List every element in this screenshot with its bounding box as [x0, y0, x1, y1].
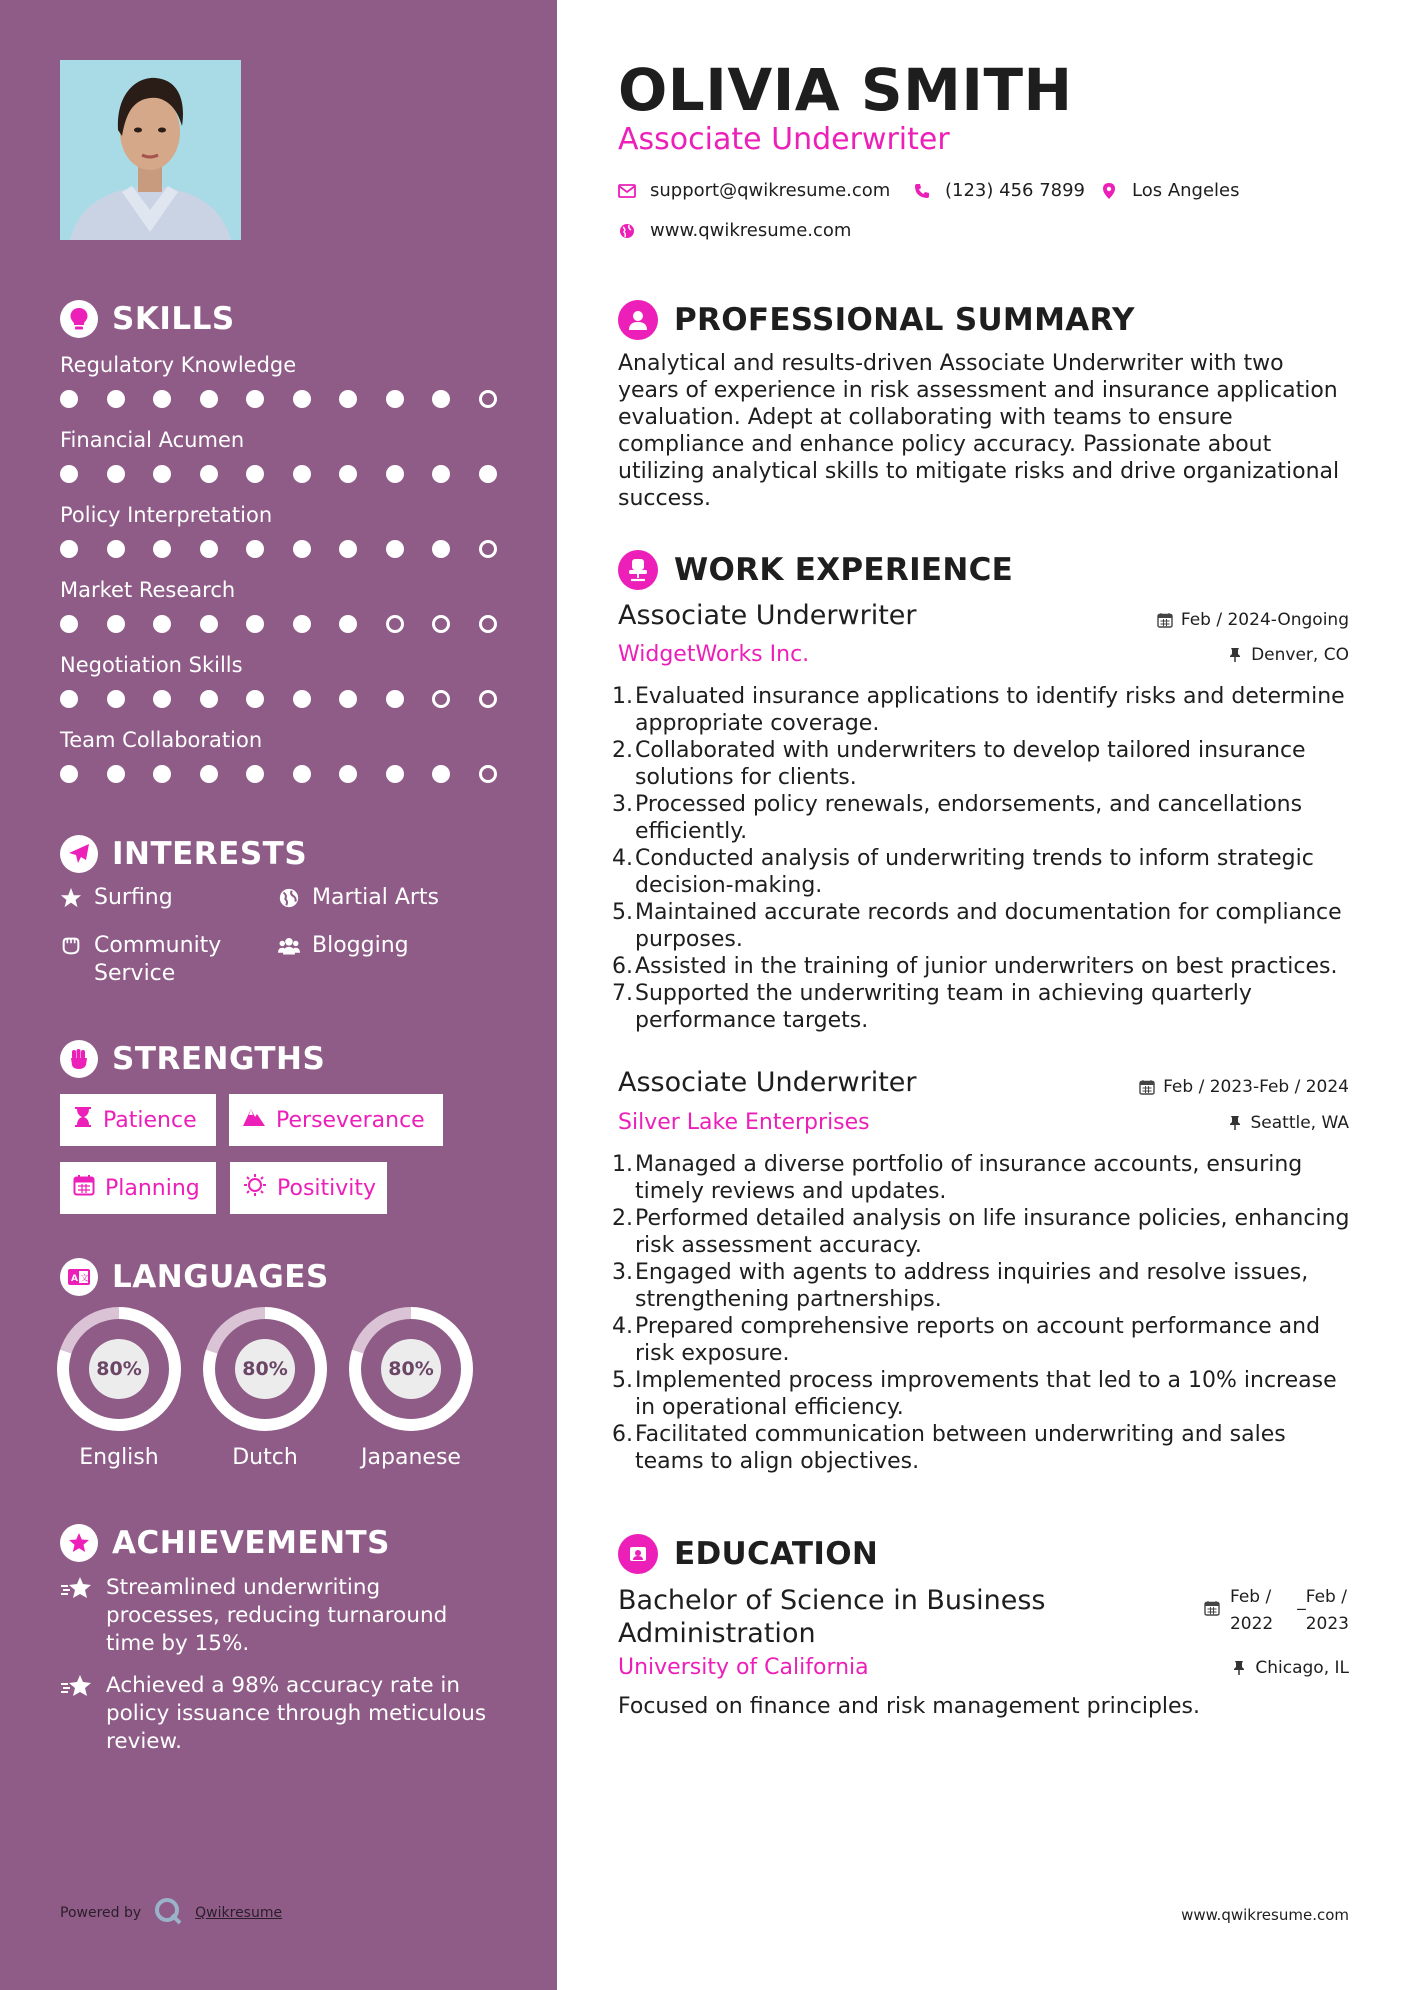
- rating-dot-empty: [432, 615, 450, 633]
- rating-dot-filled: [60, 690, 78, 708]
- rating-dot-filled: [386, 465, 404, 483]
- rating-dot-filled: [107, 465, 125, 483]
- bullet-number: 3.: [612, 1260, 633, 1285]
- skill-rating: [60, 765, 500, 785]
- powered-by: [60, 1896, 282, 1930]
- job-bullet: [612, 1151, 1352, 1205]
- bullet-text: Evaluated insurance applications to identify risks and determine appropriate coverage.: [635, 684, 1345, 736]
- achievement-text: Streamlined underwriting processes, reducing turnaround time by 15%.: [106, 1575, 448, 1656]
- rating-dot-filled: [107, 690, 125, 708]
- qwikresume-logo-icon: [153, 1896, 183, 1930]
- education-start: [1230, 1584, 1273, 1638]
- bullet-number: 3.: [612, 792, 633, 817]
- rating-dot-filled: [107, 765, 125, 783]
- rating-dot-filled: [200, 540, 218, 558]
- job-bullet: [612, 899, 1352, 953]
- education-start-year: 2022: [1229, 1614, 1274, 1634]
- language-percent: 80%: [381, 1339, 441, 1399]
- language-icon: [60, 1258, 98, 1296]
- bullet-text: Supported the underwriting team in achieving quarterly performance targets.: [635, 981, 1252, 1033]
- rating-dot-filled: [60, 390, 78, 408]
- mountain-icon: [242, 1107, 266, 1133]
- profile-photo: [60, 60, 241, 240]
- rating-dot-empty: [386, 615, 404, 633]
- contact-phone[interactable]: [913, 180, 1085, 201]
- rating-dot-filled: [60, 765, 78, 783]
- bullet-number: 2.: [612, 738, 633, 763]
- skill-rating: [60, 465, 500, 485]
- footer-url[interactable]: www.qwikresume.com: [1181, 1906, 1349, 1924]
- rating-dot-filled: [246, 540, 264, 558]
- bullet-text: Facilitated communication between underwriting and sales teams to align objectives.: [635, 1422, 1286, 1474]
- language-item: [203, 1307, 327, 1470]
- rating-dot-filled: [339, 540, 357, 558]
- languages-heading: [60, 1258, 329, 1296]
- rating-dot-filled: [107, 390, 125, 408]
- bullet-text: Assisted in the training of junior underwriters on best practices.: [635, 954, 1338, 979]
- pushpin-icon: [1231, 1660, 1247, 1676]
- office-chair-icon: [618, 550, 658, 590]
- strengths-heading: [60, 1040, 325, 1078]
- rating-dot-empty: [479, 690, 497, 708]
- interest-label: Blogging: [312, 933, 409, 958]
- achievement-item: [60, 1574, 500, 1658]
- rating-dot-filled: [153, 765, 171, 783]
- summary-text: Analytical and results-driven Associate Underwriter with two years of experience in risk assessment and insurance application evaluation. Adept at collaborating with teams to ensure compliance and enhance policy accuracy. Passionate about utilizing analytical skills to mitigate risks and drive organizational success.: [618, 351, 1340, 511]
- interest-item: [60, 884, 173, 912]
- experience-title: WORK EXPERIENCE: [674, 552, 1014, 588]
- education-location: [1231, 1658, 1349, 1678]
- rating-dot-filled: [246, 765, 264, 783]
- star-icon: [60, 884, 82, 912]
- summary-title: PROFESSIONAL SUMMARY: [674, 302, 1135, 338]
- language-item: [349, 1307, 473, 1470]
- powered-by-text: Powered by: [60, 1905, 142, 1921]
- achievement-item: [60, 1672, 500, 1756]
- skill-name: Negotiation Skills: [60, 653, 243, 677]
- job-bullet: [612, 683, 1352, 737]
- bullet-text: Engaged with agents to address inquiries and resolve issues, strengthening partnerships.: [635, 1260, 1309, 1312]
- education-description: Focused on finance and risk management principles.: [618, 1694, 1201, 1719]
- bullet-text: Performed detailed analysis on life insurance policies, enhancing risk assessment accuracy.: [635, 1206, 1350, 1258]
- interest-label: Community Service: [94, 933, 222, 986]
- calendar-icon: [73, 1174, 95, 1202]
- calendar-icon: [1204, 1600, 1220, 1621]
- rating-dot-filled: [339, 465, 357, 483]
- bullet-number: 1.: [612, 1152, 633, 1177]
- job-title: Associate Underwriter: [618, 1067, 917, 1098]
- interests-title: INTERESTS: [112, 836, 308, 872]
- rating-dot-empty: [479, 390, 497, 408]
- rating-dot-filled: [200, 765, 218, 783]
- rating-dot-filled: [339, 765, 357, 783]
- sun-icon: [243, 1173, 267, 1203]
- rating-dot-filled: [293, 765, 311, 783]
- interest-label: Surfing: [94, 885, 173, 910]
- language-item: [57, 1307, 181, 1470]
- rating-dot-filled: [200, 615, 218, 633]
- strength-label: Perseverance: [276, 1107, 425, 1133]
- language-percent: 80%: [89, 1339, 149, 1399]
- education-title: EDUCATION: [674, 1536, 879, 1572]
- rating-dot-filled: [386, 540, 404, 558]
- education-end-year: 2023: [1305, 1614, 1349, 1634]
- job-location-text: Denver, CO: [1251, 645, 1349, 665]
- map-pin-icon: [1100, 182, 1118, 200]
- paper-plane-icon: [60, 835, 98, 873]
- powered-by-brand-link[interactable]: Qwikresume: [195, 1905, 283, 1921]
- education-location-text: Chicago, IL: [1255, 1658, 1349, 1678]
- rating-dot-empty: [479, 765, 497, 783]
- rating-dot-filled: [246, 390, 264, 408]
- skills-heading: [60, 300, 235, 338]
- interest-item: [278, 884, 439, 912]
- globe-icon: [618, 222, 636, 240]
- rating-dot-filled: [246, 615, 264, 633]
- envelope-icon: [618, 182, 636, 200]
- bullet-text: Collaborated with underwriters to develop tailored insurance solutions for clients.: [635, 738, 1306, 790]
- rating-dot-filled: [339, 615, 357, 633]
- achievements-heading: [60, 1524, 390, 1562]
- svg-text:文: 文: [80, 1273, 89, 1283]
- rating-dot-filled: [153, 690, 171, 708]
- rating-dot-filled: [293, 540, 311, 558]
- rating-dot-empty: [479, 540, 497, 558]
- bullet-text: Implemented process improvements that led to a 10% increase in operational efficiency.: [635, 1368, 1337, 1420]
- job-bullet: [612, 791, 1352, 845]
- bullet-number: 4.: [612, 846, 633, 871]
- job-bullet: [612, 1313, 1352, 1367]
- bullet-number: 1.: [612, 684, 633, 709]
- strength-badge: [229, 1094, 443, 1146]
- calendar-icon: [1139, 1079, 1155, 1095]
- rating-dot-filled: [432, 540, 450, 558]
- bullet-number: 5.: [612, 900, 633, 925]
- job-bullet: [612, 980, 1352, 1034]
- rating-dot-filled: [153, 390, 171, 408]
- bullet-number: 2.: [612, 1206, 633, 1231]
- job-bullets: [612, 1151, 1352, 1475]
- job-location: [1227, 1113, 1350, 1133]
- rating-dot-filled: [153, 540, 171, 558]
- job-dates-text: Feb / 2023-Feb / 2024: [1163, 1077, 1349, 1097]
- phone-text: (123) 456 7899: [945, 180, 1086, 201]
- job-dates-text: Feb / 2024-Ongoing: [1180, 610, 1349, 630]
- rating-dot-filled: [60, 540, 78, 558]
- rating-dot-filled: [386, 390, 404, 408]
- job-title: Associate Underwriter: [618, 600, 917, 631]
- svg-text:A: A: [71, 1274, 78, 1284]
- phone-icon: [913, 182, 931, 200]
- rating-dot-filled: [293, 615, 311, 633]
- summary-heading: [618, 300, 1135, 340]
- email-text: support@qwikresume.com: [650, 180, 891, 201]
- job-location: [1227, 645, 1349, 665]
- rating-dot-filled: [386, 690, 404, 708]
- skill-rating: [60, 390, 500, 410]
- strength-badge: [60, 1094, 216, 1146]
- education-end-month: Feb /: [1305, 1587, 1347, 1607]
- skill-name: Regulatory Knowledge: [60, 353, 297, 377]
- candidate-name: OLIVIA SMITH: [618, 56, 1073, 124]
- rating-dot-filled: [246, 465, 264, 483]
- rating-dot-filled: [107, 540, 125, 558]
- skill-rating: [60, 540, 500, 560]
- bullet-text: Processed policy renewals, endorsements, and cancellations efficiently.: [635, 792, 1303, 844]
- rating-dot-filled: [246, 690, 264, 708]
- rating-dot-filled: [153, 465, 171, 483]
- rating-dot-filled: [200, 465, 218, 483]
- education-dates: [1204, 1584, 1349, 1638]
- skill-name: Financial Acumen: [60, 428, 245, 452]
- skill-rating: [60, 615, 500, 635]
- bullet-number: 6.: [612, 954, 633, 979]
- candidate-role: Associate Underwriter: [618, 122, 950, 157]
- education-end: [1297, 1584, 1349, 1638]
- rating-dot-filled: [293, 390, 311, 408]
- job-bullet: [612, 1421, 1352, 1475]
- bullet-number: 5.: [612, 1368, 633, 1393]
- job-bullet: [612, 953, 1352, 980]
- bullet-number: 6.: [612, 1422, 633, 1447]
- job-bullet: [612, 737, 1352, 791]
- language-ring: [57, 1307, 181, 1431]
- pushpin-icon: [1227, 647, 1243, 663]
- user-icon: [618, 300, 658, 340]
- bullet-text: Managed a diverse portfolio of insurance accounts, ensuring timely reviews and updates.: [635, 1152, 1303, 1204]
- language-name: Dutch: [232, 1445, 298, 1470]
- fist-icon: [60, 1040, 98, 1078]
- job-dates: [1157, 610, 1349, 630]
- rating-dot-filled: [153, 615, 171, 633]
- skill-item: [60, 725, 500, 755]
- calendar-icon: [1157, 612, 1173, 628]
- rating-dot-filled: [432, 465, 450, 483]
- interests-heading: [60, 835, 307, 873]
- bullet-text: Prepared comprehensive reports on account performance and risk exposure.: [635, 1314, 1321, 1366]
- experience-heading: [618, 550, 1013, 590]
- interest-label: Martial Arts: [312, 885, 440, 910]
- bullet-number: 7.: [612, 981, 633, 1006]
- strength-badge: [60, 1162, 216, 1214]
- skill-name: Team Collaboration: [60, 728, 263, 752]
- star-badge-icon: [60, 1524, 98, 1562]
- rating-dot-filled: [293, 465, 311, 483]
- hourglass-icon: [73, 1106, 93, 1134]
- contact-location: [1100, 180, 1240, 201]
- strength-badge: [230, 1162, 387, 1214]
- rating-dot-filled: [432, 390, 450, 408]
- lightbulb-icon: [60, 300, 98, 338]
- skill-name: Market Research: [60, 578, 236, 602]
- education-heading: [618, 1534, 878, 1574]
- contact-email[interactable]: [618, 180, 890, 201]
- job-location-text: Seattle, WA: [1250, 1113, 1349, 1133]
- degree-title: Bachelor of Science in Business Administration: [618, 1585, 1046, 1649]
- contact-website[interactable]: [618, 220, 851, 241]
- pushpin-icon: [1227, 1115, 1243, 1131]
- rating-dot-filled: [339, 690, 357, 708]
- location-text: Los Angeles: [1132, 180, 1240, 201]
- rating-dot-filled: [432, 765, 450, 783]
- school-name: University of California: [618, 1655, 869, 1680]
- bullet-text: Maintained accurate records and documentation for compliance purposes.: [635, 900, 1342, 952]
- skill-item: [60, 500, 500, 530]
- rating-dot-filled: [339, 390, 357, 408]
- rating-dot-empty: [432, 690, 450, 708]
- rating-dot-filled: [60, 465, 78, 483]
- achievement-text: Achieved a 98% accuracy rate in policy issuance through meticulous review.: [106, 1673, 487, 1754]
- strength-label: Planning: [105, 1175, 200, 1201]
- shooting-star-icon: [60, 1574, 94, 1602]
- language-percent: 80%: [235, 1339, 295, 1399]
- rating-dot-filled: [200, 390, 218, 408]
- rating-dot-filled: [293, 690, 311, 708]
- strengths-title: STRENGTHS: [112, 1041, 326, 1077]
- skill-item: [60, 650, 500, 680]
- job-bullet: [612, 1367, 1352, 1421]
- language-ring: [203, 1307, 327, 1431]
- website-text: www.qwikresume.com: [650, 220, 852, 241]
- job-bullet: [612, 845, 1352, 899]
- users-icon: [278, 932, 300, 960]
- globe-icon: [278, 884, 300, 912]
- sidebar: [0, 0, 557, 1990]
- rating-dot-filled: [386, 765, 404, 783]
- rating-dot-filled: [107, 615, 125, 633]
- job-bullets: [612, 683, 1352, 1034]
- job-bullet: [612, 1205, 1352, 1259]
- language-name: English: [79, 1445, 159, 1470]
- shooting-star-icon: [60, 1672, 94, 1700]
- job-bullet: [612, 1259, 1352, 1313]
- language-name: Japanese: [361, 1445, 461, 1470]
- skill-item: [60, 575, 500, 605]
- rating-dot-filled: [60, 615, 78, 633]
- strength-label: Positivity: [277, 1175, 377, 1201]
- skill-rating: [60, 690, 500, 710]
- job-dates: [1139, 1077, 1349, 1097]
- hand-icon: [60, 932, 82, 960]
- skills-title: SKILLS: [112, 301, 235, 337]
- company-name: WidgetWorks Inc.: [618, 642, 810, 667]
- skill-item: [60, 350, 500, 380]
- graduate-icon: [618, 1534, 658, 1574]
- skill-item: [60, 425, 500, 455]
- achievements-title: ACHIEVEMENTS: [112, 1525, 391, 1561]
- rating-dot-empty: [479, 615, 497, 633]
- bullet-number: 4.: [612, 1314, 633, 1339]
- interest-item: [60, 932, 260, 988]
- education-date-separator: _: [1297, 1591, 1306, 1611]
- languages-title: LANGUAGES: [112, 1259, 329, 1295]
- rating-dot-filled: [479, 465, 497, 483]
- strength-label: Patience: [103, 1107, 197, 1133]
- language-ring: [349, 1307, 473, 1431]
- rating-dot-filled: [200, 690, 218, 708]
- interest-item: [278, 932, 409, 960]
- bullet-text: Conducted analysis of underwriting trends to inform strategic decision-making.: [635, 846, 1314, 898]
- company-name: Silver Lake Enterprises: [618, 1110, 870, 1135]
- skill-name: Policy Interpretation: [60, 503, 273, 527]
- education-start-month: Feb /: [1229, 1587, 1272, 1607]
